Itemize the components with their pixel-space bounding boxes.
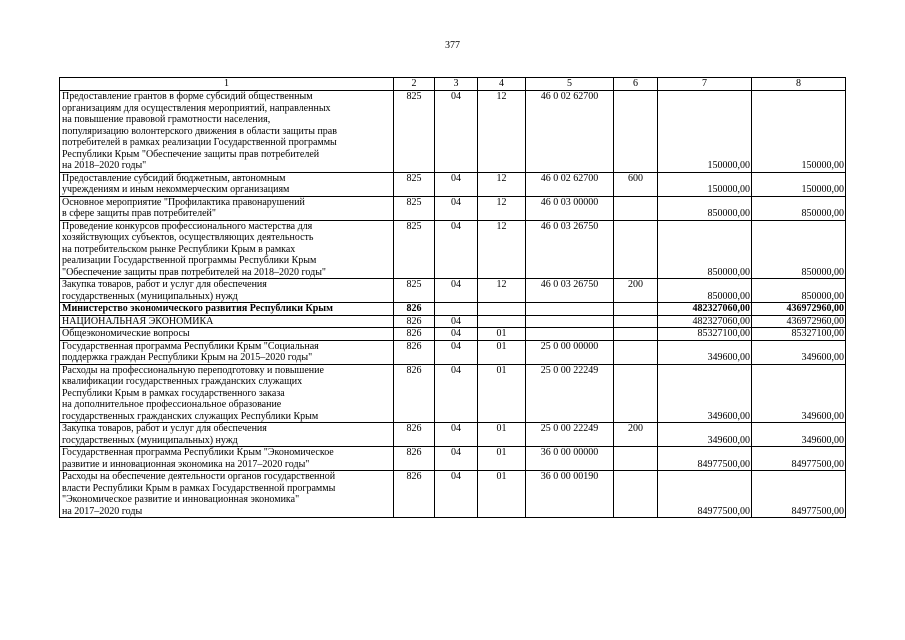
amount-2019-cell: 482327060,00 [658, 303, 752, 316]
item-name-line: Государственная программа Республики Крым "Социальная [62, 340, 319, 352]
target-article-cell: 46 0 03 00000 [526, 196, 614, 220]
expense-type-cell [614, 340, 658, 364]
expense-type-cell: 200 [614, 423, 658, 447]
subsection-code-cell: 12 [478, 220, 526, 279]
expense-type-cell [614, 91, 658, 173]
section-code-cell: 04 [435, 328, 478, 341]
header-cell: 1 [60, 78, 394, 91]
item-name-line: квалификации государственных гражданских служащих [62, 376, 303, 387]
amount-2019-cell: 84977500,00 [658, 447, 752, 471]
item-name-line: учреждениям и иным некоммерческим организациям [62, 184, 290, 195]
expense-type-cell [614, 328, 658, 341]
item-name-cell [60, 172, 394, 196]
target-article-cell: 46 0 03 26750 [526, 220, 614, 279]
admin-code-cell: 826 [394, 303, 435, 316]
table-row [60, 279, 846, 303]
subsection-code-cell: 12 [478, 172, 526, 196]
table-row [60, 471, 846, 518]
section-code-cell: 04 [435, 364, 478, 423]
section-code-cell: 04 [435, 423, 478, 447]
amount-2019-cell: 850000,00 [658, 196, 752, 220]
table-row [60, 303, 846, 316]
amount-2019-cell: 84977500,00 [658, 471, 752, 518]
admin-code-cell: 825 [394, 172, 435, 196]
table-row [60, 340, 846, 364]
amount-2019-cell: 85327100,00 [658, 328, 752, 341]
header-cell: 8 [752, 78, 846, 91]
item-name-cell [60, 196, 394, 220]
item-name-line: Министерство экономического развития Республики Крым [62, 303, 333, 314]
item-name-line: на потребительском рынке Республики Крым в рамках [62, 243, 296, 255]
item-name-line: потребителей в рамках реализации Государственной программы [62, 137, 337, 148]
admin-code-cell: 826 [394, 364, 435, 423]
item-name-line: Закупка товаров, работ и услуг для обеспечения [62, 279, 267, 290]
admin-code-cell: 825 [394, 91, 435, 173]
amount-2019-cell: 850000,00 [658, 220, 752, 279]
item-name-line: государственных (муниципальных) нужд [62, 434, 238, 446]
item-name-line: реализации Государственной программы Республики Крым [62, 255, 317, 266]
admin-code-cell: 826 [394, 328, 435, 341]
table-row [60, 328, 846, 341]
item-name-cell [60, 91, 394, 173]
amount-2020-cell: 85327100,00 [752, 328, 846, 341]
item-name-line: Общеэкономические вопросы [62, 328, 190, 339]
item-name-line: развитие и инновационная экономика на 2017–2020 годы" [62, 458, 310, 470]
item-name-line: Республики Крым в рамках государственного заказа [62, 387, 285, 399]
section-code-cell: 04 [435, 220, 478, 279]
expense-type-cell [614, 220, 658, 279]
table-row [60, 196, 846, 220]
table-row [60, 315, 846, 328]
target-article-cell: 25 0 00 00000 [526, 340, 614, 364]
section-code-cell: 04 [435, 91, 478, 173]
admin-code-cell: 826 [394, 423, 435, 447]
expense-type-cell: 200 [614, 279, 658, 303]
amount-2019-cell: 349600,00 [658, 340, 752, 364]
item-name-line: государственных (муниципальных) нужд [62, 290, 238, 302]
item-name-line: Предоставление грантов в форме субсидий общественным [62, 91, 313, 102]
item-name-cell [60, 364, 394, 423]
amount-2019-cell: 349600,00 [658, 423, 752, 447]
item-name-line: Республики Крым "Обеспечение защиты прав потребителей [62, 148, 320, 160]
item-name-line: популяризацию волонтерского движения в области защиты прав [62, 125, 337, 137]
item-name-line: Закупка товаров, работ и услуг для обеспечения [62, 423, 267, 434]
admin-code-cell: 825 [394, 220, 435, 279]
header-cell: 3 [435, 78, 478, 91]
item-name-line: организациям для осуществления мероприятий, направленных [62, 102, 331, 114]
item-name-line: на дополнительное профессиональное образование [62, 399, 282, 410]
header-cell: 2 [394, 78, 435, 91]
item-name-line: "Экономическое развитие и инновационная экономика" [62, 494, 300, 505]
page-number: 377 [445, 40, 460, 51]
amount-2020-cell: 436972960,00 [752, 303, 846, 316]
amount-2020-cell: 850000,00 [752, 196, 846, 220]
item-name-line: власти Республики Крым в рамках Государственной программы [62, 482, 336, 494]
table-row [60, 220, 846, 279]
item-name-line: на повышение правовой грамотности населения, [62, 114, 271, 125]
amount-2020-cell: 850000,00 [752, 220, 846, 279]
amount-2020-cell: 349600,00 [752, 340, 846, 364]
amount-2020-cell: 150000,00 [752, 172, 846, 196]
item-name-cell [60, 340, 394, 364]
budget-table [59, 77, 846, 518]
section-code-cell: 04 [435, 471, 478, 518]
subsection-code-cell: 12 [478, 91, 526, 173]
table-row [60, 447, 846, 471]
subsection-code-cell [478, 303, 526, 316]
section-code-cell: 04 [435, 315, 478, 328]
target-article-cell: 25 0 00 22249 [526, 364, 614, 423]
amount-2020-cell: 84977500,00 [752, 447, 846, 471]
amount-2019-cell: 150000,00 [658, 172, 752, 196]
target-article-cell [526, 303, 614, 316]
amount-2019-cell: 482327060,00 [658, 315, 752, 328]
item-name-line: на 2017–2020 годы [62, 505, 143, 517]
item-name-line: Государственная программа Республики Крым "Экономическое [62, 447, 334, 458]
item-name-line: на 2018–2020 годы" [62, 160, 147, 171]
target-article-cell [526, 328, 614, 341]
amount-2019-cell: 349600,00 [658, 364, 752, 423]
admin-code-cell: 825 [394, 196, 435, 220]
target-article-cell: 25 0 00 22249 [526, 423, 614, 447]
table-row [60, 423, 846, 447]
expense-type-cell [614, 196, 658, 220]
subsection-code-cell: 01 [478, 364, 526, 423]
item-name-cell [60, 279, 394, 303]
amount-2020-cell: 850000,00 [752, 279, 846, 303]
item-name-cell [60, 220, 394, 279]
item-name-line: Расходы на профессиональную переподготовку и повышение [62, 364, 324, 376]
subsection-code-cell: 01 [478, 328, 526, 341]
target-article-cell: 46 0 03 26750 [526, 279, 614, 303]
item-name-cell [60, 471, 394, 518]
item-name-line: Предоставление субсидий бюджетным, автономным [62, 172, 286, 184]
subsection-code-cell: 12 [478, 279, 526, 303]
admin-code-cell: 826 [394, 471, 435, 518]
table-row [60, 91, 846, 173]
item-name-cell [60, 315, 394, 328]
item-name-cell [60, 303, 394, 316]
table-header-row [60, 78, 846, 91]
item-name-cell [60, 328, 394, 341]
expense-type-cell [614, 315, 658, 328]
amount-2020-cell: 150000,00 [752, 91, 846, 173]
section-code-cell: 04 [435, 279, 478, 303]
target-article-cell: 46 0 02 62700 [526, 172, 614, 196]
subsection-code-cell: 01 [478, 340, 526, 364]
amount-2019-cell: 850000,00 [658, 279, 752, 303]
admin-code-cell: 826 [394, 315, 435, 328]
amount-2020-cell: 349600,00 [752, 423, 846, 447]
section-code-cell: 04 [435, 172, 478, 196]
header-cell: 6 [614, 78, 658, 91]
expense-type-cell [614, 364, 658, 423]
admin-code-cell: 826 [394, 340, 435, 364]
table-row [60, 172, 846, 196]
section-code-cell: 04 [435, 447, 478, 471]
target-article-cell [526, 315, 614, 328]
item-name-line: Расходы на обеспечение деятельности органов государственной [62, 471, 336, 482]
item-name-line: "Обеспечение защиты прав потребителей на 2018–2020 годы" [62, 266, 326, 278]
item-name-line: Основное мероприятие "Профилактика правонарушений [62, 196, 305, 208]
expense-type-cell [614, 471, 658, 518]
item-name-line: Проведение конкурсов профессионального мастерства для [62, 220, 313, 232]
subsection-code-cell: 01 [478, 447, 526, 471]
admin-code-cell: 825 [394, 279, 435, 303]
subsection-code-cell [478, 315, 526, 328]
target-article-cell: 46 0 02 62700 [526, 91, 614, 173]
subsection-code-cell: 01 [478, 423, 526, 447]
item-name-line: хозяйствующих субъектов, осуществляющих деятельность [62, 232, 314, 243]
header-cell: 7 [658, 78, 752, 91]
item-name-line: поддержка граждан Республики Крым на 2015–2020 годы" [62, 352, 313, 363]
table-body [60, 78, 846, 518]
section-code-cell [435, 303, 478, 316]
target-article-cell: 36 0 00 00000 [526, 447, 614, 471]
header-cell: 5 [526, 78, 614, 91]
amount-2019-cell: 150000,00 [658, 91, 752, 173]
header-cell: 4 [478, 78, 526, 91]
section-code-cell: 04 [435, 196, 478, 220]
expense-type-cell [614, 303, 658, 316]
amount-2020-cell: 436972960,00 [752, 315, 846, 328]
item-name-cell [60, 447, 394, 471]
item-name-line: в сфере защиты прав потребителей" [62, 208, 216, 219]
subsection-code-cell: 01 [478, 471, 526, 518]
amount-2020-cell: 349600,00 [752, 364, 846, 423]
amount-2020-cell: 84977500,00 [752, 471, 846, 518]
expense-type-cell: 600 [614, 172, 658, 196]
target-article-cell: 36 0 00 00190 [526, 471, 614, 518]
expense-type-cell [614, 447, 658, 471]
item-name-line: НАЦИОНАЛЬНАЯ ЭКОНОМИКА [62, 315, 214, 327]
item-name-line: государственных гражданских служащих Республики Крым [62, 410, 319, 422]
admin-code-cell: 826 [394, 447, 435, 471]
section-code-cell: 04 [435, 340, 478, 364]
table-row [60, 364, 846, 423]
subsection-code-cell: 12 [478, 196, 526, 220]
item-name-cell [60, 423, 394, 447]
